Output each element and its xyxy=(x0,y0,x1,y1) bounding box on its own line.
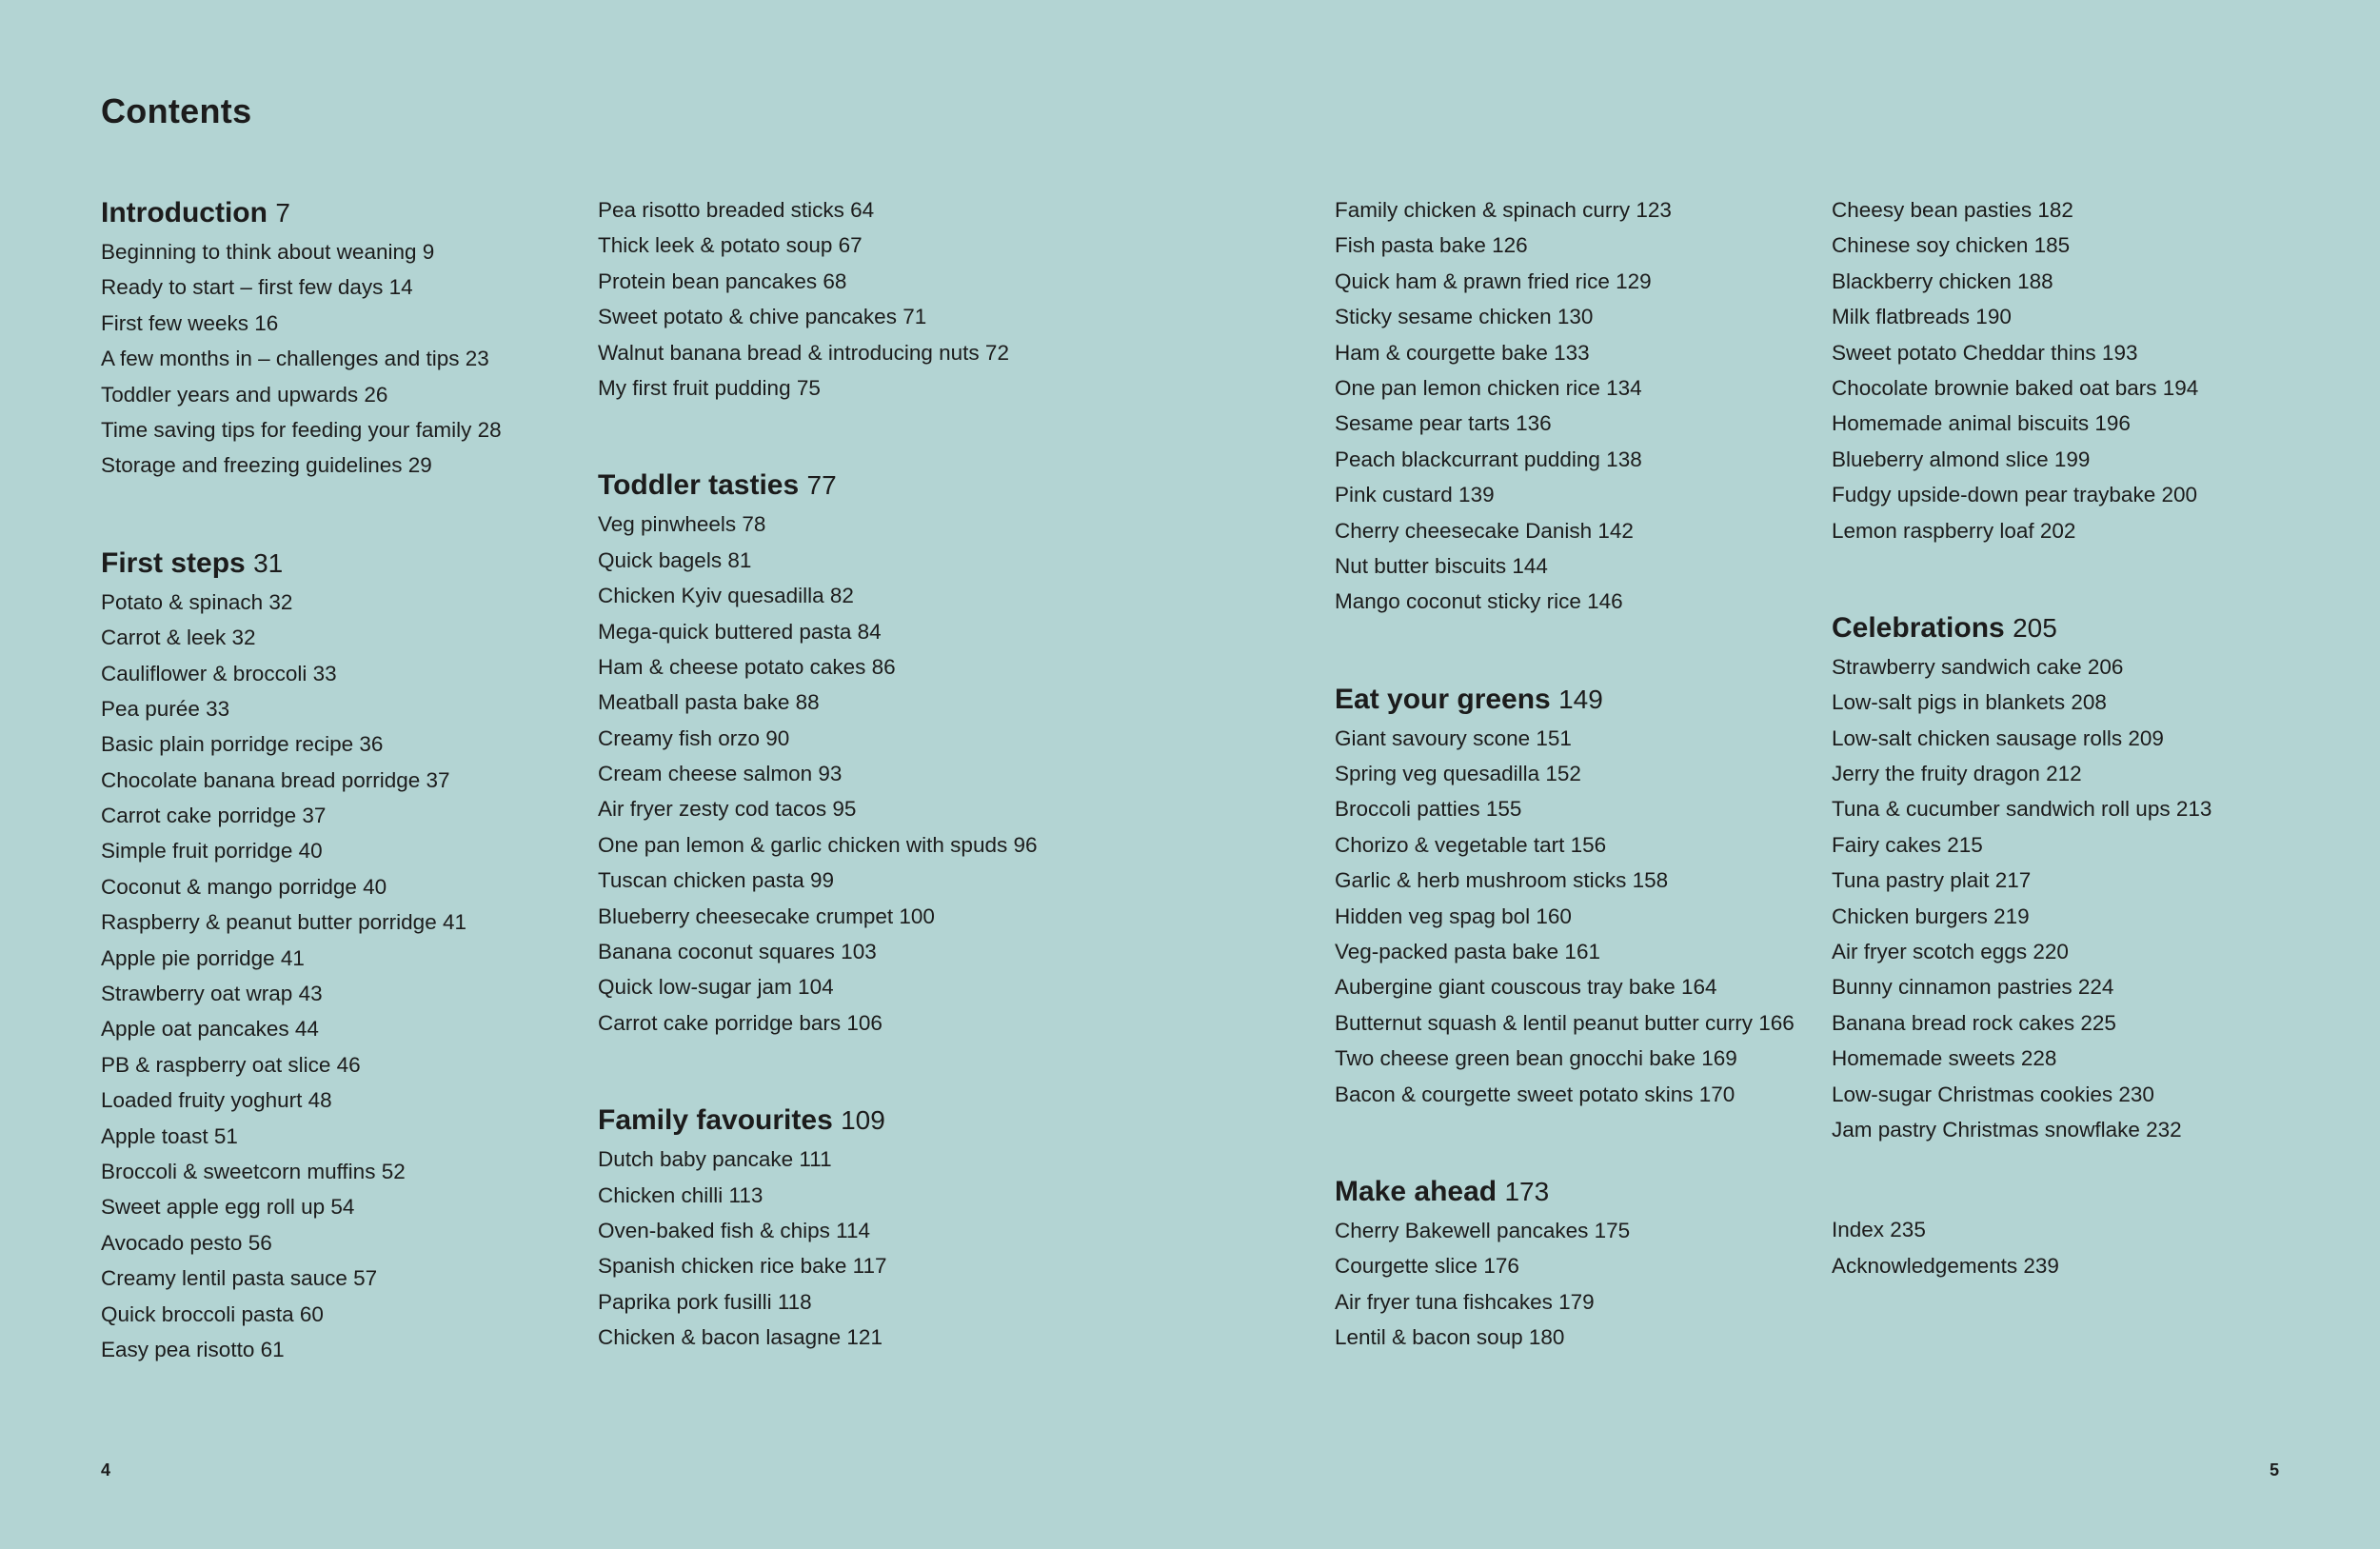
contents-column-1 xyxy=(101,192,577,1367)
continued-entries xyxy=(598,192,1074,406)
contents-entry: Chicken burgers 219 xyxy=(1832,904,2030,928)
contents-column-4 xyxy=(1832,192,2308,1283)
contents-entry: Homemade sweets 228 xyxy=(1832,1046,2057,1071)
contents-entry: Beginning to think about weaning 9 xyxy=(101,240,435,264)
contents-entry: Chocolate brownie baked oat bars 194 xyxy=(1832,375,2199,400)
contents-entry: Coconut & mango porridge 40 xyxy=(101,874,387,899)
contents-entry: Oven-baked fish & chips 114 xyxy=(598,1218,870,1242)
contents-entry: First few weeks 16 xyxy=(101,310,279,335)
section-heading-page: 7 xyxy=(275,198,290,228)
contents-entry: Protein bean pancakes 68 xyxy=(598,268,847,293)
continued-entries xyxy=(1832,192,2308,548)
section-heading-page: 205 xyxy=(2013,612,2057,643)
contents-entry: Air fryer scotch eggs 220 xyxy=(1832,940,2069,964)
contents-entry: Bunny cinnamon pastries 224 xyxy=(1832,975,2114,1000)
section-heading xyxy=(598,1100,1074,1142)
section-heading-title: Eat your greens xyxy=(1335,683,1551,715)
contents-entry: Easy pea risotto 61 xyxy=(101,1337,285,1361)
contents-entry: Banana coconut squares 103 xyxy=(598,940,877,964)
contents-entry: One pan lemon chicken rice 134 xyxy=(1335,375,1642,400)
contents-entry: Carrot cake porridge 37 xyxy=(101,804,327,828)
contents-section xyxy=(1335,679,1811,1112)
contents-entry: Tuna pastry plait 217 xyxy=(1832,868,2032,893)
contents-entry: Ready to start – first few days 14 xyxy=(101,275,413,300)
contents-entry-list xyxy=(1832,192,2308,548)
contents-entry: Cauliflower & broccoli 33 xyxy=(101,661,337,685)
section-heading-page: 149 xyxy=(1558,684,1603,714)
contents-entry: Veg-packed pasta bake 161 xyxy=(1335,940,1600,964)
contents-entry: Low-sugar Christmas cookies 230 xyxy=(1832,1082,2154,1106)
contents-entry: Dutch baby pancake 111 xyxy=(598,1147,832,1172)
section-heading-title: Toddler tasties xyxy=(598,469,800,502)
contents-entry: Homemade animal biscuits 196 xyxy=(1832,411,2131,436)
section-heading-title: Family favourites xyxy=(598,1104,833,1137)
contents-entry: Air fryer zesty cod tacos 95 xyxy=(598,797,857,822)
contents-entry: Broccoli patties 155 xyxy=(1335,797,1522,822)
contents-entry: Chinese soy chicken 185 xyxy=(1832,233,2071,258)
contents-entry: Pink custard 139 xyxy=(1335,483,1495,507)
section-heading xyxy=(598,465,1074,506)
contents-entry: Butternut squash & lentil peanut butter curry 166 xyxy=(1335,1010,1795,1035)
contents-entry: Mega-quick buttered pasta 84 xyxy=(598,619,882,644)
contents-entry: Bacon & courgette sweet potato skins 170 xyxy=(1335,1082,1735,1106)
contents-entry: Avocado pesto 56 xyxy=(101,1230,272,1255)
contents-entry: Broccoli & sweetcorn muffins 52 xyxy=(101,1159,406,1183)
contents-entry: Lentil & bacon soup 180 xyxy=(1335,1325,1565,1350)
contents-entry: Meatball pasta bake 88 xyxy=(598,690,820,715)
page-number-left: 4 xyxy=(101,1460,111,1479)
contents-entry: Low-salt pigs in blankets 208 xyxy=(1832,690,2107,715)
contents-entry: Tuna & cucumber sandwich roll ups 213 xyxy=(1832,797,2212,822)
contents-entry: Sweet apple egg roll up 54 xyxy=(101,1195,355,1220)
contents-entry: Loaded fruity yoghurt 48 xyxy=(101,1088,332,1113)
contents-entry: Cherry cheesecake Danish 142 xyxy=(1335,518,1634,543)
contents-entry: Quick bagels 81 xyxy=(598,547,752,572)
contents-section xyxy=(101,192,577,484)
contents-entry: Quick broccoli pasta 60 xyxy=(101,1301,324,1326)
contents-entry: Ham & courgette bake 133 xyxy=(1335,340,1590,365)
contents-entry: Chicken & bacon lasagne 121 xyxy=(598,1325,883,1350)
back-matter-list xyxy=(1832,1212,2308,1283)
contents-entry: Blackberry chicken 188 xyxy=(1832,268,2053,293)
contents-entry-list xyxy=(1335,1213,1811,1356)
contents-entry-list xyxy=(598,1142,1074,1355)
section-heading xyxy=(101,192,577,234)
contents-entry: Peach blackcurrant pudding 138 xyxy=(1335,447,1642,471)
contents-entry: One pan lemon & garlic chicken with spuds 96 xyxy=(598,832,1038,857)
contents-entry: Time saving tips for feeding your family 28 xyxy=(101,417,502,442)
contents-section xyxy=(101,543,577,1368)
contents-section xyxy=(598,1100,1074,1355)
contents-entry: My first fruit pudding 75 xyxy=(598,375,821,400)
contents-entry: Courgette slice 176 xyxy=(1335,1254,1519,1279)
contents-entry: Cheesy bean pasties 182 xyxy=(1832,198,2073,222)
contents-entry: Walnut banana bread & introducing nuts 72 xyxy=(598,340,1009,365)
contents-section xyxy=(1832,607,2308,1147)
contents-entry: Thick leek & potato soup 67 xyxy=(598,233,863,258)
contents-entry: Fish pasta bake 126 xyxy=(1335,233,1528,258)
contents-entry: Strawberry oat wrap 43 xyxy=(101,982,323,1006)
contents-entry-list xyxy=(101,234,577,484)
contents-section xyxy=(598,465,1074,1041)
contents-entry: Giant savoury scone 151 xyxy=(1335,725,1572,750)
contents-entry: Two cheese green bean gnocchi bake 169 xyxy=(1335,1046,1737,1071)
contents-entry-list xyxy=(598,506,1074,1041)
contents-entry: Apple toast 51 xyxy=(101,1123,238,1148)
contents-entry: Raspberry & peanut butter porridge 41 xyxy=(101,910,466,935)
contents-entry: A few months in – challenges and tips 23 xyxy=(101,347,489,371)
contents-entry-list xyxy=(1832,649,2308,1147)
contents-entry: Spring veg quesadilla 152 xyxy=(1335,762,1581,786)
contents-entry: Jam pastry Christmas snowflake 232 xyxy=(1832,1117,2182,1142)
contents-entry-list xyxy=(1335,721,1811,1112)
contents-entry: Quick low-sugar jam 104 xyxy=(598,975,834,1000)
contents-entry: Fairy cakes 215 xyxy=(1832,832,1983,857)
section-heading-title: Introduction xyxy=(101,197,268,228)
contents-entry: Creamy lentil pasta sauce 57 xyxy=(101,1266,378,1291)
page-number-right: 5 xyxy=(2270,1460,2280,1479)
contents-entry: Quick ham & prawn fried rice 129 xyxy=(1335,268,1652,293)
contents-entry: Nut butter biscuits 144 xyxy=(1335,553,1548,578)
contents-entry-list xyxy=(598,192,1074,406)
contents-entry: Tuscan chicken pasta 99 xyxy=(598,868,835,893)
contents-entry: Banana bread rock cakes 225 xyxy=(1832,1010,2116,1035)
contents-entry: Lemon raspberry loaf 202 xyxy=(1832,518,2076,543)
contents-entry: Hidden veg spag bol 160 xyxy=(1335,904,1572,928)
continued-entries xyxy=(1335,192,1811,620)
contents-entry: Ham & cheese potato cakes 86 xyxy=(598,654,896,679)
contents-entry: Sticky sesame chicken 130 xyxy=(1335,305,1594,329)
contents-entry: Paprika pork fusilli 118 xyxy=(598,1289,812,1314)
contents-entry: Acknowledgements 239 xyxy=(1832,1253,2059,1278)
section-heading xyxy=(1832,607,2308,649)
contents-entry: Simple fruit porridge 40 xyxy=(101,839,323,864)
section-heading-page: 31 xyxy=(253,547,284,578)
contents-entry: Apple oat pancakes 44 xyxy=(101,1017,319,1042)
contents-entry: Sesame pear tarts 136 xyxy=(1335,411,1552,436)
contents-entry: Chocolate banana bread porridge 37 xyxy=(101,767,450,792)
contents-entry: Blueberry almond slice 199 xyxy=(1832,447,2091,471)
contents-entry: Chicken Kyiv quesadilla 82 xyxy=(598,584,854,608)
contents-entry: Apple pie porridge 41 xyxy=(101,945,305,970)
contents-entry: Carrot cake porridge bars 106 xyxy=(598,1010,883,1035)
contents-section xyxy=(1335,1171,1811,1356)
section-heading-title: Celebrations xyxy=(1832,611,2005,644)
contents-entry: Storage and freezing guidelines 29 xyxy=(101,453,432,478)
contents-entry: Pea risotto breaded sticks 64 xyxy=(598,198,875,222)
contents-entry: Sweet potato Cheddar thins 193 xyxy=(1832,340,2138,365)
contents-column-2 xyxy=(598,192,1074,1356)
section-heading xyxy=(1335,1171,1811,1213)
contents-entry: Family chicken & spinach curry 123 xyxy=(1335,198,1672,222)
contents-column-3 xyxy=(1335,192,1811,1356)
contents-entry: Garlic & herb mushroom sticks 158 xyxy=(1335,868,1669,893)
section-heading-page: 173 xyxy=(1504,1176,1550,1206)
contents-entry: Air fryer tuna fishcakes 179 xyxy=(1335,1289,1595,1314)
contents-entry: Potato & spinach 32 xyxy=(101,589,293,614)
contents-entry: Spanish chicken rice bake 117 xyxy=(598,1254,887,1279)
contents-entry: Chorizo & vegetable tart 156 xyxy=(1335,832,1607,857)
contents-entry: Basic plain porridge recipe 36 xyxy=(101,732,384,757)
contents-entry: Creamy fish orzo 90 xyxy=(598,725,790,750)
section-heading-title: Make ahead xyxy=(1335,1175,1497,1207)
contents-entry: Cream cheese salmon 93 xyxy=(598,762,843,786)
contents-entry: Jerry the fruity dragon 212 xyxy=(1832,762,2082,786)
contents-entry: Chicken chilli 113 xyxy=(598,1182,764,1207)
contents-entry-list xyxy=(1335,192,1811,620)
contents-entry: Mango coconut sticky rice 146 xyxy=(1335,589,1623,614)
section-heading-page: 77 xyxy=(806,470,837,501)
section-heading-title: First steps xyxy=(101,546,246,579)
contents-entry-list xyxy=(101,585,577,1368)
section-heading xyxy=(1335,679,1811,721)
contents-entry: Sweet potato & chive pancakes 71 xyxy=(598,305,927,329)
contents-entry: Aubergine giant couscous tray bake 164 xyxy=(1335,975,1717,1000)
contents-entry: Milk flatbreads 190 xyxy=(1832,305,2012,329)
contents-entry: Carrot & leek 32 xyxy=(101,626,256,650)
contents-entry: Toddler years and upwards 26 xyxy=(101,382,388,407)
contents-entry: Strawberry sandwich cake 206 xyxy=(1832,654,2124,679)
contents-entry: Cherry Bakewell pancakes 175 xyxy=(1335,1218,1631,1242)
contents-entry: Index 235 xyxy=(1832,1218,1926,1242)
contents-entry: Veg pinwheels 78 xyxy=(598,512,766,537)
contents-entry: Low-salt chicken sausage rolls 209 xyxy=(1832,725,2164,750)
page-title: Contents xyxy=(101,91,252,130)
contents-entry: PB & raspberry oat slice 46 xyxy=(101,1052,361,1077)
section-heading-page: 109 xyxy=(841,1105,885,1136)
contents-entry: Pea purée 33 xyxy=(101,696,230,721)
contents-entry: Blueberry cheesecake crumpet 100 xyxy=(598,904,935,928)
section-heading xyxy=(101,543,577,585)
contents-entry: Fudgy upside-down pear traybake 200 xyxy=(1832,483,2197,507)
